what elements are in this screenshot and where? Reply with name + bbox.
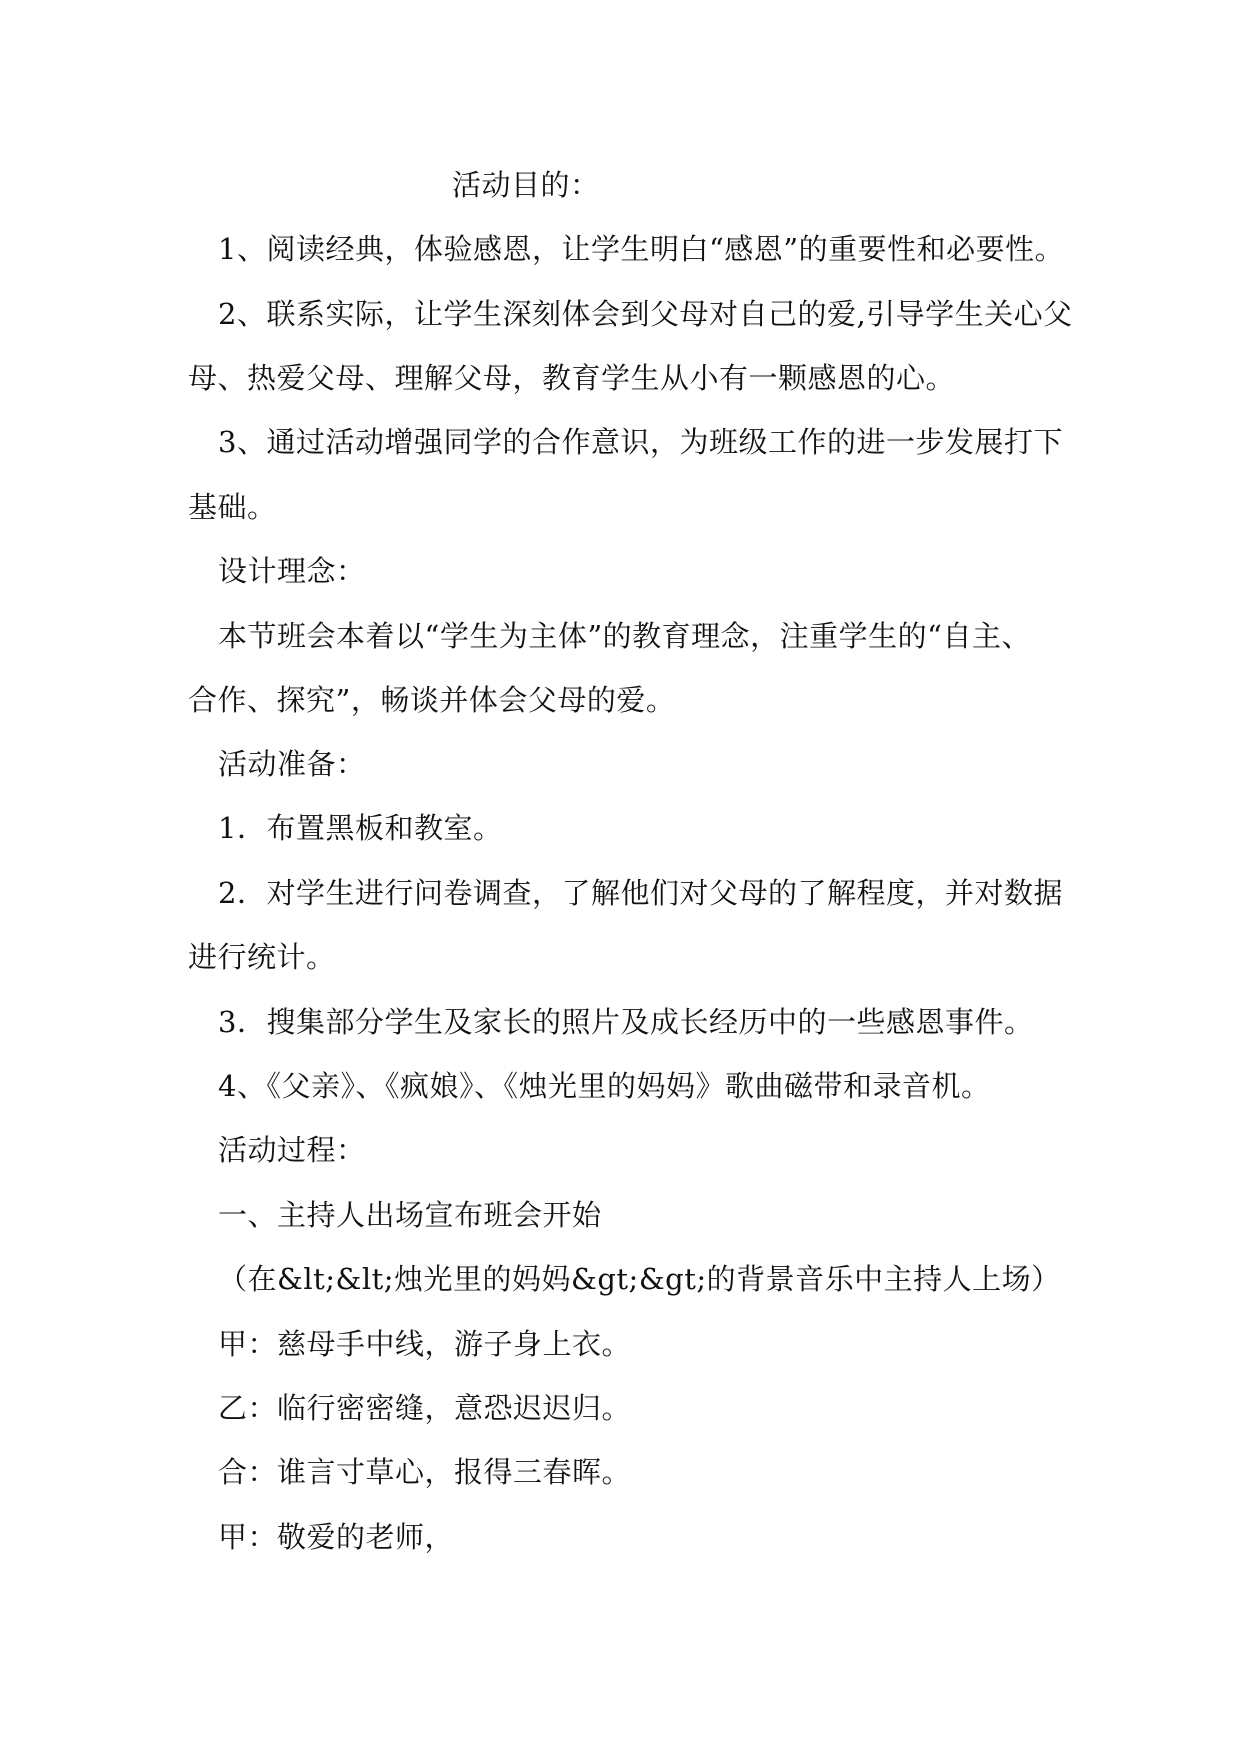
paragraph-line: 合作、探究”，畅谈并体会父母的爱。: [188, 683, 676, 717]
paragraph-line: 基础。: [188, 490, 277, 524]
paragraph-line: 甲：慈母手中线，游子身上衣。: [218, 1327, 632, 1361]
paragraph-line: 本节班会本着以“学生为主体”的教育理念，注重学生的“自主、: [218, 619, 1031, 653]
section-heading-process: 活动过程：: [218, 1133, 366, 1167]
paragraph-line: 1、阅读经典，体验感恩，让学生明白“感恩”的重要性和必要性。: [218, 232, 1065, 266]
paragraph-line: 进行统计。: [188, 940, 336, 974]
section-heading-preparation: 活动准备：: [218, 747, 366, 781]
paragraph-line: 2．对学生进行问卷调查，了解他们对父母的了解程度，并对数据: [218, 876, 1063, 910]
paragraph-line: 4、《父亲》、《疯娘》、《烛光里的妈妈》歌曲磁带和录音机。: [218, 1069, 991, 1103]
paragraph-line: 母、热爱父母、理解父母，教育学生从小有一颗感恩的心。: [188, 361, 956, 395]
paragraph-line: 3．搜集部分学生及家长的照片及成长经历中的一些感恩事件。: [218, 1005, 1034, 1039]
paragraph-line: 2、联系实际，让学生深刻体会到父母对自己的爱,引导学生关心父: [218, 297, 1073, 331]
paragraph-line: 甲：敬爱的老师，: [218, 1520, 455, 1554]
paragraph-line: 乙：临行密密缝，意恐迟迟归。: [218, 1391, 632, 1425]
section-heading-design: 设计理念：: [218, 554, 366, 588]
section-heading-purpose: 活动目的：: [452, 168, 600, 202]
paragraph-line: 3、通过活动增强同学的合作意识，为班级工作的进一步发展打下: [218, 425, 1063, 459]
paragraph-line: 1．布置黑板和教室。: [218, 811, 503, 845]
paragraph-line: （在&lt;&lt;烛光里的妈妈&gt;&gt;的背景音乐中主持人上场）: [218, 1262, 1061, 1296]
paragraph-line: 合：谁言寸草心，报得三春晖。: [218, 1455, 632, 1489]
paragraph-line: 一、主持人出场宣布班会开始: [218, 1198, 602, 1232]
